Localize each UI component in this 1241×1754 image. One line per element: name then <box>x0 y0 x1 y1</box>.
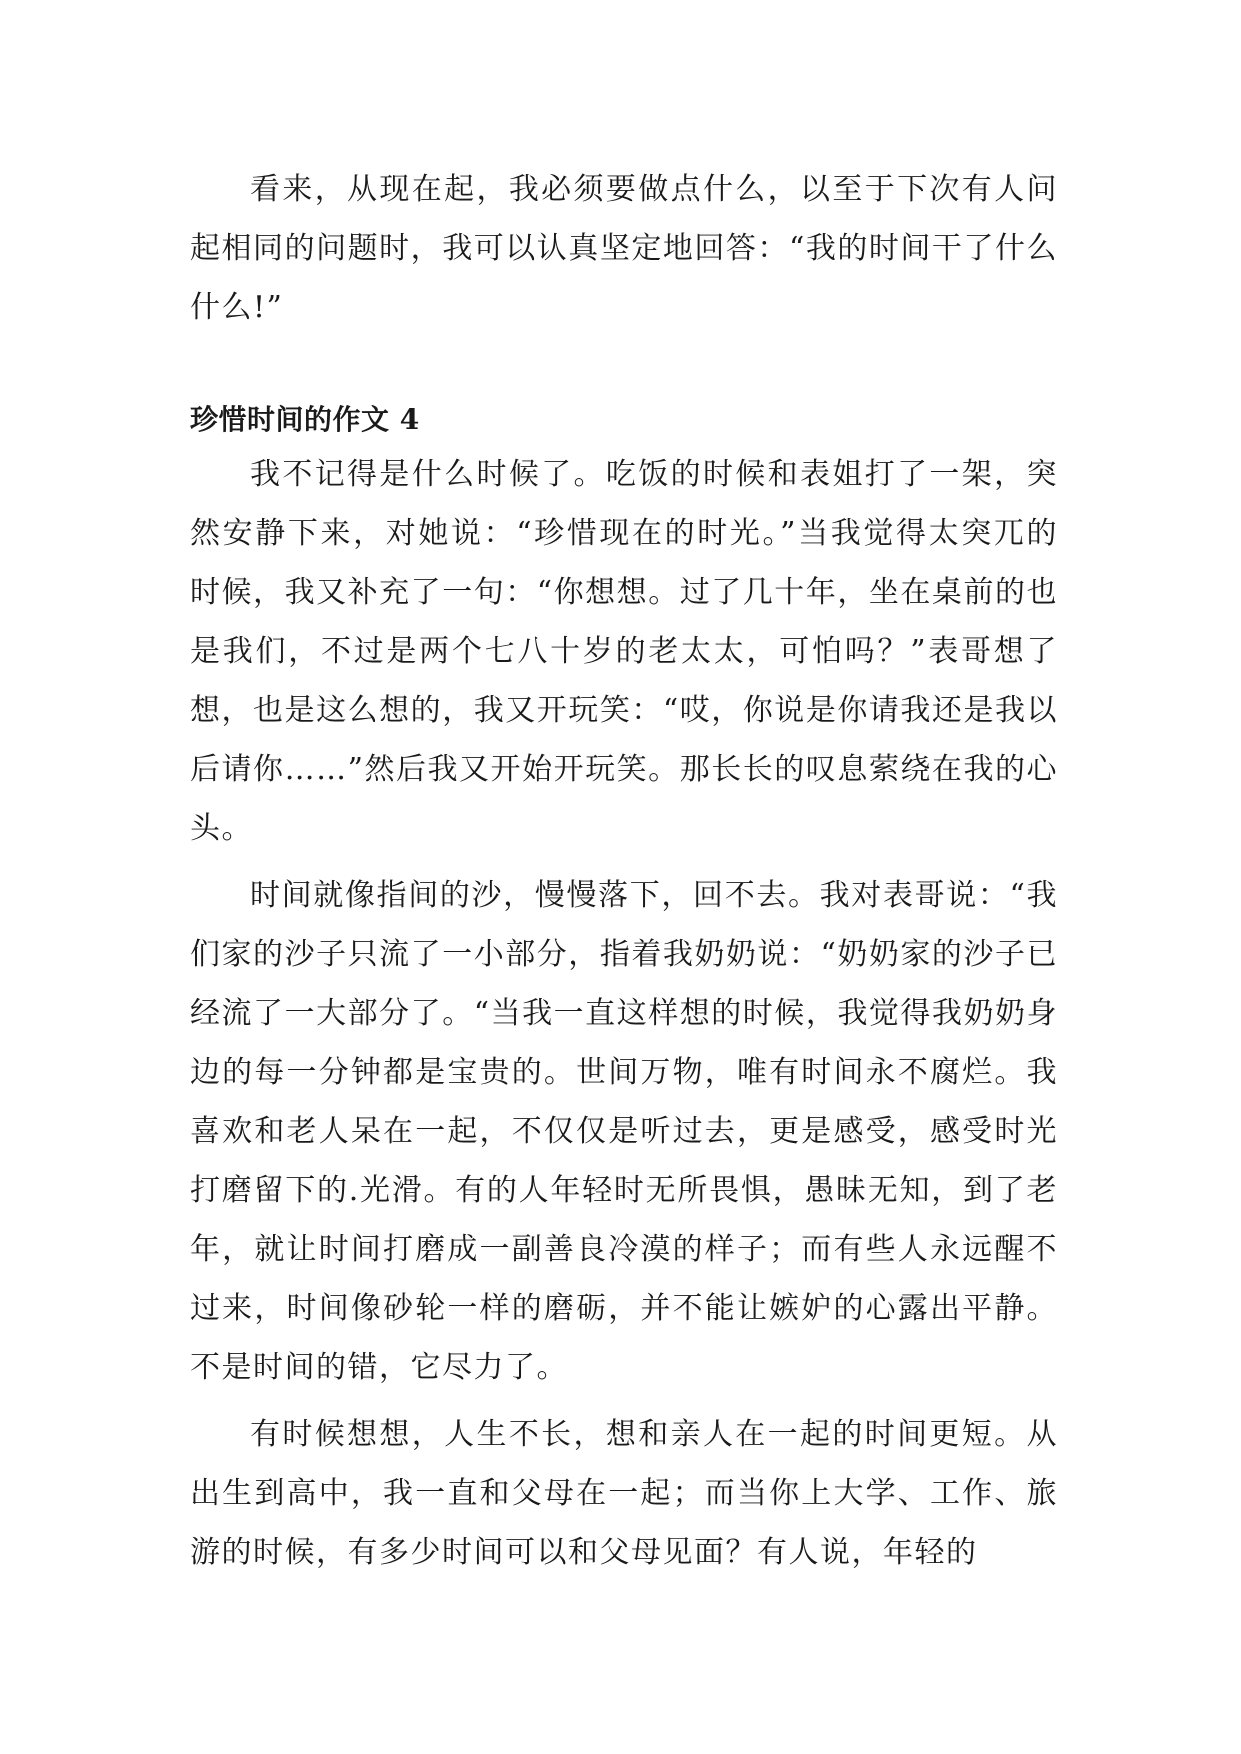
paragraph-1: 我不记得是什么时候了。吃饭的时候和表姐打了一架，突然安静下来，对她说：“珍惜现在的时光。”当我觉得太突兀的时候，我又补充了一句：“你想想。过了几十年，坐在桌前的也是我们，不过是两个七八十岁的老太太，可怕吗？”表哥想了想，也是这么想的，我又开玩笑：“哎，你说是你请我还是我以后请你……”然后我又开始开玩笑。那长长的叹息萦绕在我的心头。 <box>190 457 1058 846</box>
paragraph-3: 有时候想想，人生不长，想和亲人在一起的时间更短。从出生到高中，我一直和父母在一起；而当你上大学、工作、旅游的时候，有多少时间可以和父母见面？有人说，年轻的 <box>190 1417 1058 1570</box>
paragraph-2: 时间就像指间的沙，慢慢落下，回不去。我对表哥说：“我们家的沙子只流了一小部分，指着我奶奶说：“奶奶家的沙子已经流了一大部分了。“当我一直这样想的时候，我觉得我奶奶身边的每一分钟都是宝贵的。世间万物，唯有时间永不腐烂。我喜欢和老人呆在一起，不仅仅是听过去，更是感受，感受时光打磨留下的.光滑。有的人年轻时无所畏惧，愚昧无知，到了老年，就让时间打磨成一副善良冷漠的样子；而有些人永远醒不过来，时间像砂轮一样的磨砺，并不能让嫉妒的心露出平静。不是时间的错，它尽力了。 <box>190 878 1058 1385</box>
document-body <box>190 160 1058 1582</box>
paragraph-intro: 看来，从现在起，我必须要做点什么，以至于下次有人问起相同的问题时，我可以认真坚定地回答：“我的时间干了什么什么!” <box>190 172 1058 325</box>
section-heading: 珍惜时间的作文 4 <box>190 403 420 436</box>
